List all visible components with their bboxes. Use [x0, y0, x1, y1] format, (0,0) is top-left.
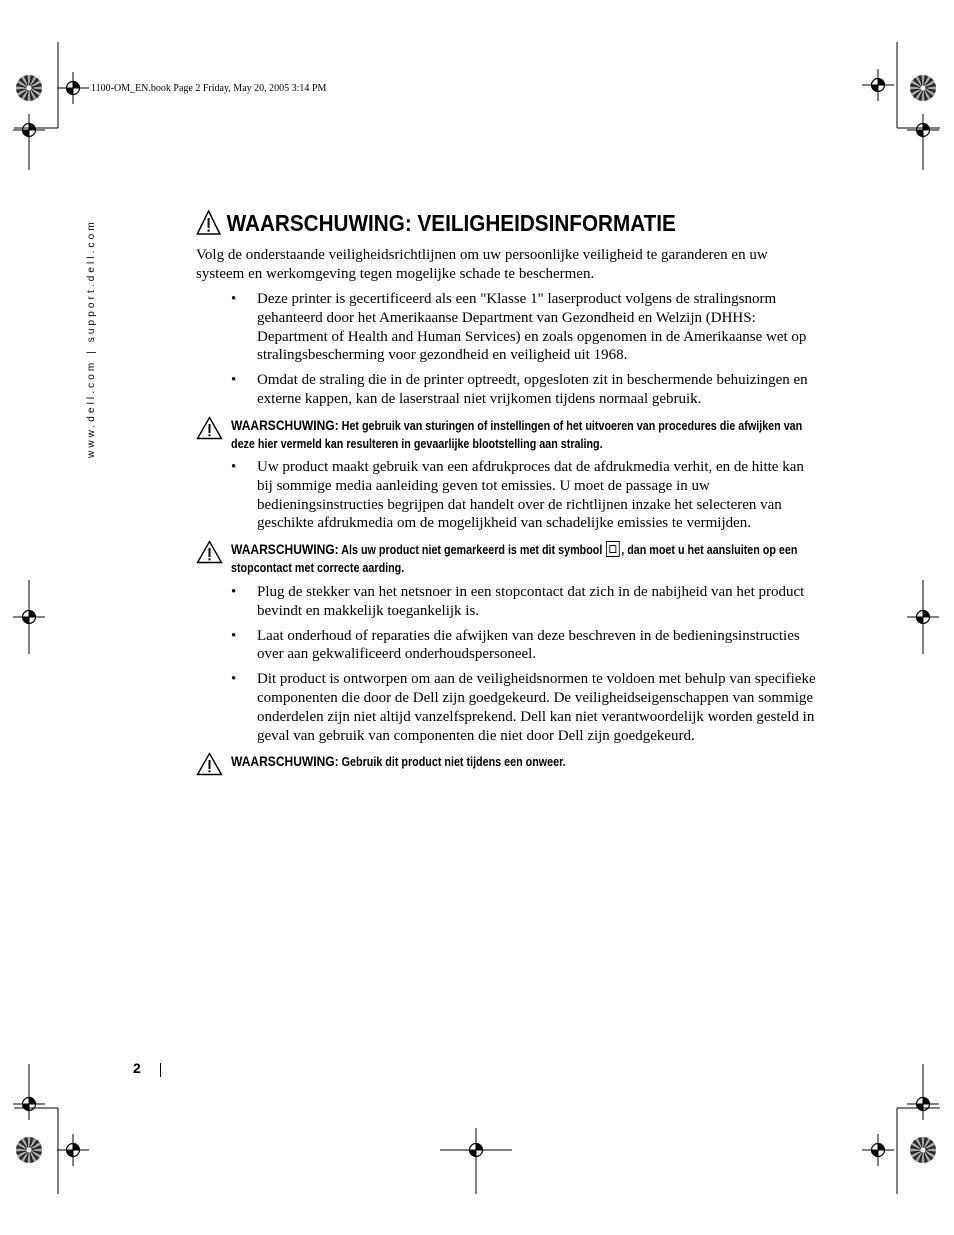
color-bar-icon: [910, 75, 936, 101]
bullet-list-1: [196, 290, 816, 415]
intro-paragraph: Volg de onderstaande veiligheidsrichtlijnen om uw persoonlijke veiligheid te garanderen en uw systeem en werkomgeving tegen mogelijke schade te beschermen.: [196, 247, 768, 282]
warning-text: Het gebruik van sturingen of instellingen of het uitvoeren van procedures die afwijken van deze hier vermeld kan resulteren in gevaarlijke blootstelling aan straling.: [231, 419, 803, 451]
bullet-icon: •: [231, 584, 237, 600]
color-bar-icon: [910, 1137, 936, 1163]
warning-text: Gebruik dit product niet tijdens een onweer.: [338, 755, 566, 769]
book-header: 1100-OM_EN.book Page 2 Friday, May 20, 2005 3:14 PM: [91, 83, 327, 94]
color-bar-icon: [16, 75, 42, 101]
registration-mark-icon: [57, 1134, 89, 1166]
warning-note-3: [196, 752, 921, 776]
warning-label: WAARSCHUWING:: [231, 541, 339, 557]
warning-triangle-icon: [196, 416, 223, 440]
page-title: [196, 209, 676, 237]
bullet-icon: •: [231, 627, 237, 644]
registration-mark-icon: [13, 580, 45, 654]
list-item: • Plug de stekker van het netsnoer in een stopcontact dat zich in de nabijheid van het product bevindt en makkelijk toegankelijk is.: [231, 584, 805, 619]
double-box-symbol-icon: [606, 541, 620, 557]
bullet-icon: •: [231, 459, 237, 475]
warning-note-1: [196, 416, 921, 453]
list-item: • Deze printer is gecertificeerd als een "Klasse 1" laserproduct volgens de stralingsnorm gehanteerd door het Amerikaanse Department van Gezondheid en Welzijn (DHHS: Department of Health and Human Services) en zoals opgenomen in de Amerikaanse wet op stralingsbescherming voor gezondheid en veiligheid uit 1968.: [231, 291, 807, 364]
page-number: 2: [133, 1060, 141, 1076]
side-url: www.dell.com | support.dell.com: [86, 219, 97, 458]
bullet-list-3: [196, 583, 816, 751]
registration-mark-icon: [862, 69, 894, 101]
warning-text: Als uw product niet gemarkeerd is met dit symbool: [338, 543, 603, 557]
color-bar-icon: [16, 1137, 42, 1163]
bullet-icon: •: [231, 291, 237, 307]
bullet-list-2: [196, 458, 816, 539]
registration-mark-icon: [862, 1134, 894, 1166]
page-title-text: WAARSCHUWING: VEILIGHEIDSINFORMATIE: [226, 209, 676, 236]
page-number-divider: [160, 1063, 161, 1077]
warning-triangle-icon: [196, 752, 223, 776]
list-item: • Uw product maakt gebruik van een afdrukproces dat de afdrukmedia verhit, en de hitte kan bij sommige media aanleiding geven tot emissies. U moet de passage in uw bedieningsinstructies begrijpen dat handelt over de richtlijnen inzake het selecteren van geschikte afdrukmedia om de mogelijkheid van schadelijke emissies te vermijden.: [231, 459, 804, 532]
warning-text: , dan moet u het aansluiten op een stopcontact met correcte aarding.: [231, 543, 798, 575]
warning-label: WAARSCHUWING:: [231, 417, 339, 433]
list-item: • Dit product is ontworpen om aan de veiligheidsnormen te voldoen met behulp van specifieke componenten die door de Dell zijn goedgekeurd. De veiligheidseigenschappen van sommige onderdelen zijn niet altijd vanzelfsprekend. Dell kan niet verantwoordelijk worden gesteld in geval van gebruik van componenten die niet door Dell zijn goedgekeurd.: [231, 671, 816, 744]
list-item: • Laat onderhoud of reparaties die afwijken van deze beschreven in de bedieningsinstructies over aan gekwalificeerd onderhoudspersoneel.: [231, 627, 800, 663]
bullet-icon: •: [231, 671, 237, 688]
registration-mark-icon: [57, 72, 89, 104]
warning-triangle-icon: [196, 540, 223, 564]
registration-mark-icon: [907, 580, 939, 654]
warning-label: WAARSCHUWING:: [231, 753, 339, 769]
warning-note-2: [196, 540, 921, 577]
list-item: • Omdat de straling die in de printer optreedt, opgesloten zit in beschermende behuizingen en externe kappen, kan de laserstraal niet vrijkomen tijdens normaal gebruik.: [231, 372, 808, 407]
warning-triangle-icon: [196, 209, 221, 237]
bullet-icon: •: [231, 372, 237, 389]
